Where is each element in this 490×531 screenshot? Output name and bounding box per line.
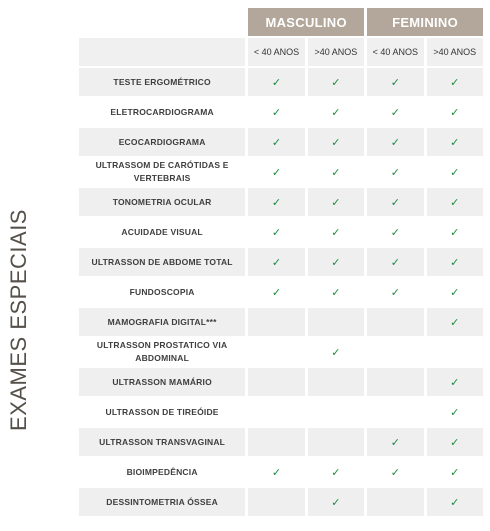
table-row <box>79 128 483 156</box>
check-icon-cell <box>427 308 483 336</box>
check-icon-cell <box>248 158 304 186</box>
table-row <box>79 278 483 306</box>
check-icon-cell <box>367 218 423 246</box>
exam-label: ULTRASSON MAMÁRIO <box>79 368 245 396</box>
exam-label: TESTE ERGOMÉTRICO <box>79 68 245 96</box>
table-row <box>79 458 483 486</box>
check-icon-cell <box>308 488 364 516</box>
check-icon: ✓ <box>331 496 341 509</box>
check-icon-cell <box>427 248 483 276</box>
table-row <box>79 368 483 396</box>
age-col-masc-over-40: >40 ANOS <box>308 38 364 66</box>
check-icon-cell <box>248 278 304 306</box>
exam-label: MAMOGRAFIA DIGITAL*** <box>79 308 245 336</box>
empty-cell <box>248 338 304 366</box>
check-icon: ✓ <box>271 136 282 149</box>
check-icon: ✓ <box>450 376 460 389</box>
check-icon: ✓ <box>331 256 341 269</box>
check-icon-cell <box>248 98 304 126</box>
exam-label: ULTRASSON DE ABDOME TOTAL <box>79 248 245 276</box>
check-icon: ✓ <box>271 256 282 269</box>
exam-label: ULTRASSON DE TIREÓIDE <box>79 398 245 426</box>
exams-table <box>76 6 486 518</box>
empty-cell <box>367 488 423 516</box>
check-icon: ✓ <box>331 286 341 299</box>
check-icon-cell <box>367 458 423 486</box>
empty-cell <box>308 398 364 426</box>
side-title: EXAMES ESPECIAIS <box>6 208 31 431</box>
check-icon: ✓ <box>450 106 460 119</box>
table-row <box>79 218 483 246</box>
exam-label: BIOIMPEDÊNCIA <box>79 458 245 486</box>
check-icon-cell <box>308 158 364 186</box>
check-icon-cell <box>248 218 304 246</box>
check-icon-cell <box>427 68 483 96</box>
empty-cell <box>427 338 483 366</box>
group-header-feminino: FEMININO <box>367 8 483 36</box>
age-header-row <box>79 38 483 66</box>
exam-label: ULTRASSOM DE CARÓTIDAS E VERTEBRAIS <box>79 158 245 186</box>
exam-label: ULTRASSON TRANSVAGINAL <box>79 428 245 456</box>
age-col-masc-under-40: < 40 ANOS <box>248 38 304 66</box>
exam-label: ACUIDADE VISUAL <box>79 218 245 246</box>
check-icon-cell <box>308 248 364 276</box>
exam-label: ULTRASSON PROSTATICO VIA ABDOMINAL <box>79 338 245 366</box>
check-icon: ✓ <box>390 136 400 149</box>
empty-cell <box>248 368 304 396</box>
age-header-spacer <box>79 38 245 66</box>
empty-cell <box>308 308 364 336</box>
check-icon: ✓ <box>390 166 400 179</box>
check-icon-cell <box>367 248 423 276</box>
age-col-fem-over-40: >40 ANOS <box>427 38 483 66</box>
check-icon-cell <box>427 278 483 306</box>
table-row <box>79 308 483 336</box>
check-icon-cell <box>367 428 423 456</box>
check-icon-cell <box>367 128 423 156</box>
check-icon-cell <box>427 458 483 486</box>
check-icon: ✓ <box>390 256 400 269</box>
check-icon: ✓ <box>450 136 460 149</box>
check-icon: ✓ <box>331 226 341 239</box>
check-icon: ✓ <box>271 76 282 89</box>
check-icon: ✓ <box>390 436 400 449</box>
check-icon: ✓ <box>450 316 460 329</box>
side-title-container <box>4 0 34 531</box>
exam-label: FUNDOSCOPIA <box>79 278 245 306</box>
check-icon-cell <box>308 458 364 486</box>
check-icon-cell <box>367 278 423 306</box>
table-row <box>79 188 483 216</box>
check-icon: ✓ <box>450 406 460 419</box>
check-icon: ✓ <box>331 466 341 479</box>
empty-cell <box>308 368 364 396</box>
check-icon-cell <box>248 248 304 276</box>
table-row <box>79 68 483 96</box>
check-icon: ✓ <box>271 106 282 119</box>
header-spacer <box>79 8 245 36</box>
check-icon: ✓ <box>450 496 460 509</box>
exam-label: ELETROCARDIOGRAMA <box>79 98 245 126</box>
table-row <box>79 248 483 276</box>
check-icon: ✓ <box>390 466 400 479</box>
check-icon: ✓ <box>271 166 282 179</box>
check-icon-cell <box>248 68 304 96</box>
check-icon: ✓ <box>390 196 400 209</box>
check-icon-cell <box>248 128 304 156</box>
check-icon-cell <box>427 488 483 516</box>
exam-label: TONOMETRIA OCULAR <box>79 188 245 216</box>
check-icon-cell <box>367 98 423 126</box>
check-icon-cell <box>367 158 423 186</box>
check-icon-cell <box>308 218 364 246</box>
check-icon: ✓ <box>390 226 400 239</box>
table-row <box>79 98 483 126</box>
check-icon: ✓ <box>450 466 460 479</box>
check-icon-cell <box>427 368 483 396</box>
check-icon-cell <box>308 278 364 306</box>
check-icon: ✓ <box>450 76 460 89</box>
check-icon: ✓ <box>390 286 400 299</box>
check-icon-cell <box>308 338 364 366</box>
exam-label: ECOCARDIOGRAMA <box>79 128 245 156</box>
empty-cell <box>248 398 304 426</box>
check-icon: ✓ <box>271 466 282 479</box>
check-icon: ✓ <box>450 256 460 269</box>
check-icon-cell <box>427 398 483 426</box>
check-icon-cell <box>427 218 483 246</box>
exam-label: DESSINTOMETRIA ÓSSEA <box>79 488 245 516</box>
check-icon: ✓ <box>331 346 341 359</box>
table-row <box>79 158 483 186</box>
table-row <box>79 428 483 456</box>
check-icon: ✓ <box>271 286 282 299</box>
check-icon: ✓ <box>271 196 282 209</box>
empty-cell <box>248 428 304 456</box>
age-col-fem-under-40: < 40 ANOS <box>367 38 423 66</box>
check-icon-cell <box>308 188 364 216</box>
check-icon: ✓ <box>450 286 460 299</box>
check-icon: ✓ <box>450 166 460 179</box>
check-icon: ✓ <box>331 76 341 89</box>
empty-cell <box>248 488 304 516</box>
table-row <box>79 398 483 426</box>
check-icon-cell <box>427 188 483 216</box>
check-icon: ✓ <box>331 166 341 179</box>
check-icon: ✓ <box>331 196 341 209</box>
check-icon-cell <box>427 128 483 156</box>
check-icon: ✓ <box>331 136 341 149</box>
group-header-row <box>79 8 483 36</box>
check-icon-cell <box>308 128 364 156</box>
check-icon: ✓ <box>450 226 460 239</box>
check-icon-cell <box>248 458 304 486</box>
empty-cell <box>308 428 364 456</box>
check-icon-cell <box>248 188 304 216</box>
empty-cell <box>367 338 423 366</box>
table-row <box>79 488 483 516</box>
empty-cell <box>367 398 423 426</box>
check-icon-cell <box>427 428 483 456</box>
check-icon: ✓ <box>450 196 460 209</box>
check-icon-cell <box>367 188 423 216</box>
check-icon: ✓ <box>390 106 400 119</box>
check-icon-cell <box>367 68 423 96</box>
check-icon: ✓ <box>450 436 460 449</box>
empty-cell <box>248 308 304 336</box>
empty-cell <box>367 368 423 396</box>
check-icon: ✓ <box>390 76 400 89</box>
check-icon-cell <box>308 98 364 126</box>
group-header-masculino: MASCULINO <box>248 8 364 36</box>
check-icon: ✓ <box>331 106 341 119</box>
table-row <box>79 338 483 366</box>
check-icon: ✓ <box>271 226 282 239</box>
empty-cell <box>367 308 423 336</box>
check-icon-cell <box>308 68 364 96</box>
check-icon-cell <box>427 98 483 126</box>
check-icon-cell <box>427 158 483 186</box>
